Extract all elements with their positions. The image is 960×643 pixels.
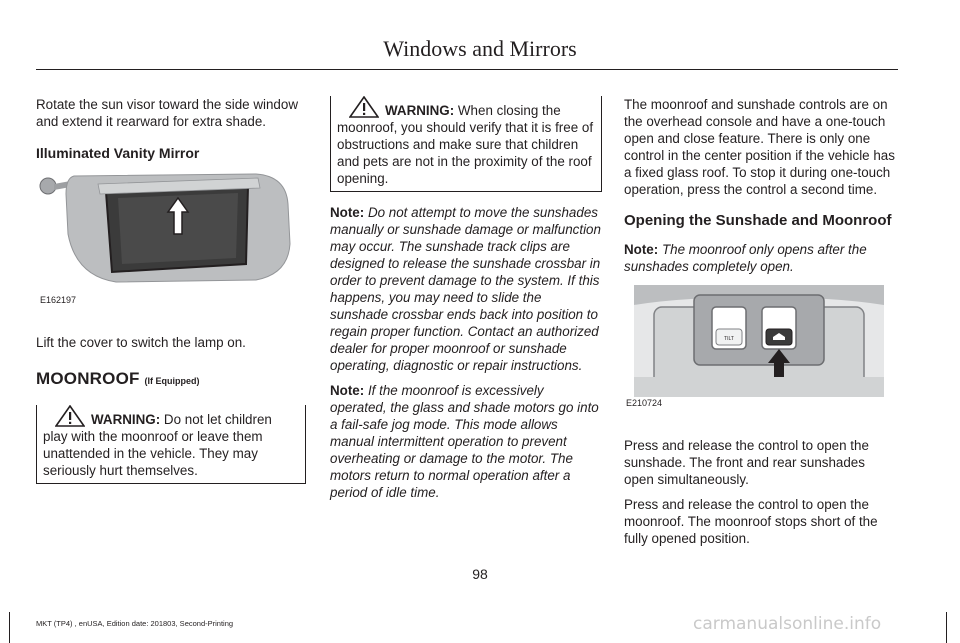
lift-cover-text: Lift the cover to switch the lamp on. — [36, 335, 246, 350]
moonroof-heading-suffix: (If Equipped) — [144, 376, 200, 386]
warning-triangle-icon — [55, 405, 85, 427]
column-3 — [624, 96, 898, 547]
edition-line: MKT (TP4) , enUSA, Edition date: 201803, Second-Printing — [36, 619, 234, 628]
header-rule — [36, 69, 898, 70]
note-body: The moonroof only opens after the sunshades completely open. — [624, 242, 867, 274]
note-moonroof-opens — [624, 241, 898, 275]
overhead-console-figure — [624, 285, 898, 435]
vanity-mirror-figure — [36, 164, 306, 334]
vanity-figure-code: E162197 — [40, 295, 77, 305]
warning-children-text — [43, 405, 300, 479]
warning-triangle-icon — [349, 96, 379, 118]
watermark: carmanualsonline.info — [693, 614, 882, 634]
note-body: If the moonroof is excessively operated, the glass and shade motors go into a fail-safe jog mode. This mode allows manual intermittent operation to prevent overheating or damage to the motor. The motors return to normal operation after a period of idle time. — [330, 383, 599, 500]
warning-label: WARNING: — [385, 103, 455, 118]
open-sunshade-text: Press and release the control to open the sunshade. The front and rear sunshades open simultaneously. — [624, 438, 869, 487]
warning-box-closing — [330, 96, 602, 192]
note-sunshades-manual — [330, 204, 602, 374]
warning-body: When closing the moonroof, you should verify that it is free of obstructions and make sure that children and pets are not in the proximity of the roof opening. — [337, 103, 594, 186]
console-figure-code: E210724 — [626, 398, 663, 408]
warning-box-children — [36, 405, 306, 484]
overhead-console-illustration — [634, 285, 884, 397]
warning-closing-text — [337, 96, 596, 187]
sun-visor-intro: Rotate the sun visor toward the side window and extend it rearward for extra shade. — [36, 97, 299, 129]
vanity-mirror-heading: Illuminated Vanity Mirror — [36, 145, 200, 161]
open-moonroof-text: Press and release the control to open the moonroof. The moonroof stops short of the fully opened position. — [624, 497, 878, 546]
opening-heading: Opening the Sunshade and Moonroof — [624, 212, 892, 229]
note-label: Note: — [330, 383, 365, 398]
sun-visor-illustration — [36, 164, 306, 314]
warning-body: Do not let children play with the moonroof or leave them unattended in the vehicle. They may seriously hurt themselves. — [43, 412, 272, 478]
crop-mark-right — [946, 612, 947, 643]
page-number: 98 — [472, 566, 488, 582]
note-failsafe — [330, 382, 602, 501]
note-body: Do not attempt to move the sunshades manually or sunshade damage or malfunction may occur. The sunshade track clips are designed to release the sunshade crossbar in order to prevent damage to the system. If this happens, you may need to slide the sunshade crossbar ends back into position to regain proper function. Contact an authorized dealer for proper moonroof or sunshade operating, diagnostic or repair instructions. — [330, 205, 601, 373]
page-title: Windows and Mirrors — [383, 36, 577, 61]
tilt-button-label: TILT — [724, 336, 734, 342]
column-1 — [36, 96, 306, 484]
note-label: Note: — [330, 205, 365, 220]
crop-mark-left — [9, 612, 10, 643]
note-label: Note: — [624, 242, 659, 257]
moonroof-heading — [36, 369, 306, 389]
warning-label: WARNING: — [91, 412, 161, 427]
column-2 — [330, 96, 602, 501]
controls-intro: The moonroof and sunshade controls are on the overhead console and have a one-touch open and close feature. There is only one control in the center position if the vehicle has a fixed glass roof. To stop it during one-touch operation, press the control a second time. — [624, 97, 895, 197]
moonroof-heading-title: MOONROOF — [36, 369, 140, 388]
